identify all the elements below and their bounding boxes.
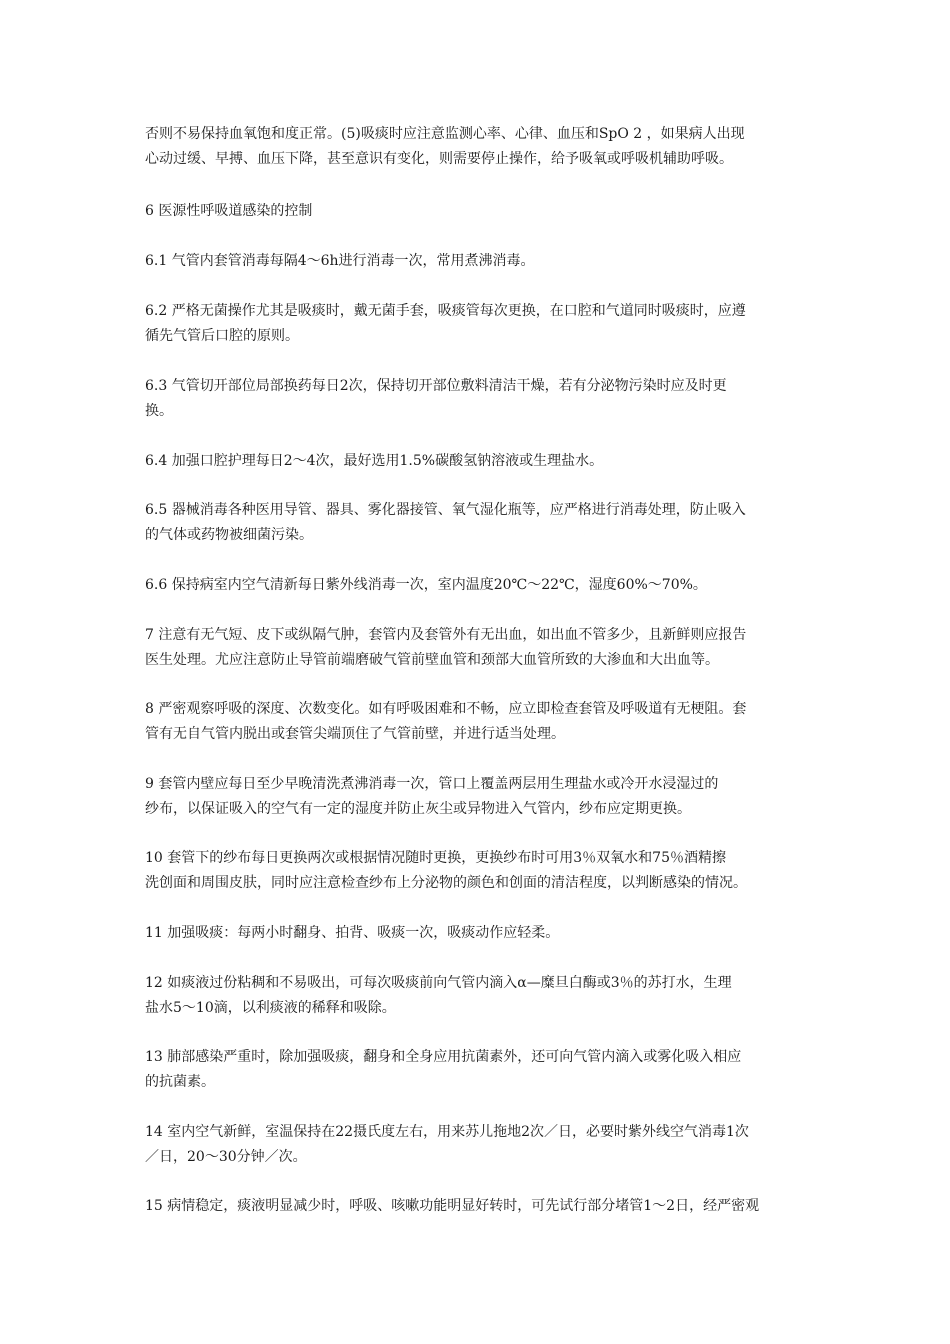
text-line: 12 如痰液过份粘稠和不易吸出，可每次吸痰前向气管内滴入α—糜旦白酶或3％的苏打水，生理 — [145, 975, 732, 991]
paragraph-6-2 — [145, 299, 817, 349]
text-line: 的气体或药物被细菌污染。 — [145, 527, 313, 543]
paragraph-12 — [145, 971, 817, 1021]
text-line: 换。 — [145, 403, 173, 419]
text-line: 循先气管后口腔的原则。 — [145, 328, 299, 344]
text-line: 10 套管下的纱布每日更换两次或根据情况随时更换，更换纱布时可用3％双氧水和75％酒精擦 — [145, 850, 726, 866]
text-line: 11 加强吸痰：每两小时翻身、拍背、吸痰一次，吸痰动作应轻柔。 — [145, 925, 560, 941]
paragraph-9 — [145, 772, 817, 822]
paragraph-7 — [145, 623, 817, 673]
text-line: 盐水5～10滴，以利痰液的稀释和吸除。 — [145, 1000, 396, 1016]
text-line: 6.1 气管内套管消毒每隔4～6h进行消毒一次，常用煮沸消毒。 — [145, 253, 535, 269]
text-line: 14 室内空气新鲜，室温保持在22摄氏度左右，用来苏儿拖地2次／日，必要时紫外线空气消毒1次 — [145, 1124, 749, 1140]
text-line: 8 严密观察呼吸的深度、次数变化。如有呼吸困难和不畅，应立即检查套管及呼吸道有无梗阻。套 — [145, 701, 747, 717]
section-heading-6 — [145, 199, 817, 224]
text-line: 医生处理。尤应注意防止导管前端磨破气管前壁血管和颈部大血管所致的大渗血和大出血等。 — [145, 652, 719, 668]
paragraph-continued-suction — [145, 122, 817, 172]
text-line: 6.6 保持病室内空气清新每日紫外线消毒一次，室内温度20℃～22℃，湿度60%～70%。 — [145, 577, 707, 593]
paragraph-6-3 — [145, 374, 817, 424]
paragraph-13 — [145, 1045, 817, 1095]
text-line: 6.4 加强口腔护理每日2～4次，最好选用1.5%碳酸氢钠溶液或生理盐水。 — [145, 453, 604, 469]
text-line: ／日，20～30分钟／次。 — [145, 1149, 307, 1165]
text-line: 6.3 气管切开部位局部换药每日2次，保持切开部位敷料清洁干燥，若有分泌物污染时应及时更 — [145, 378, 727, 394]
paragraph-6-4 — [145, 449, 817, 474]
text-line: 6.2 严格无菌操作尤其是吸痰时，戴无菌手套，吸痰管每次更换，在口腔和气道同时吸痰时，应遵 — [145, 303, 746, 319]
paragraph-6-6 — [145, 573, 817, 598]
paragraph-8 — [145, 697, 817, 747]
text-line: 纱布，以保证吸入的空气有一定的湿度并防止灰尘或异物进入气管内，纱布应定期更换。 — [145, 801, 691, 817]
paragraph-14 — [145, 1120, 817, 1170]
text-line: 否则不易保持血氧饱和度正常。(5)吸痰时应注意监测心率、心律、血压和SpO 2 ，如果病人出现 — [145, 126, 745, 142]
paragraph-6-5 — [145, 498, 817, 548]
text-line: 9 套管内壁应每日至少早晚清洗煮沸消毒一次，管口上覆盖两层用生理盐水或冷开水浸湿过的 — [145, 776, 719, 792]
paragraph-10 — [145, 846, 817, 896]
paragraph-15 — [145, 1194, 817, 1219]
text-line: 心动过缓、早搏、血压下降，甚至意识有变化，则需要停止操作，给予吸氧或呼吸机辅助呼吸。 — [145, 151, 733, 167]
text-line: 管有无自气管内脱出或套管尖端顶住了气管前壁，并进行适当处理。 — [145, 726, 565, 742]
text-line: 15 病情稳定，痰液明显减少时，呼吸、咳嗽功能明显好转时，可先试行部分堵管1～2日，经严密观 — [145, 1198, 760, 1214]
text-line: 的抗菌素。 — [145, 1074, 215, 1090]
paragraph-11 — [145, 921, 817, 946]
text-line: 6.5 器械消毒各种医用导管、器具、雾化器接管、氧气湿化瓶等，应严格进行消毒处理，防止吸入 — [145, 502, 746, 518]
text-line: 7 注意有无气短、皮下或纵隔气肿，套管内及套管外有无出血，如出血不管多少，且新鲜则应报告 — [145, 627, 747, 643]
text-line: 洗创面和周围皮肤，同时应注意检查纱布上分泌物的颜色和创面的清洁程度，以判断感染的情况。 — [145, 875, 747, 891]
paragraph-6-1 — [145, 249, 817, 274]
text-line: 13 肺部感染严重时，除加强吸痰，翻身和全身应用抗菌素外，还可向气管内滴入或雾化吸入相应 — [145, 1049, 742, 1065]
heading-line: 6 医源性呼吸道感染的控制 — [145, 203, 313, 219]
